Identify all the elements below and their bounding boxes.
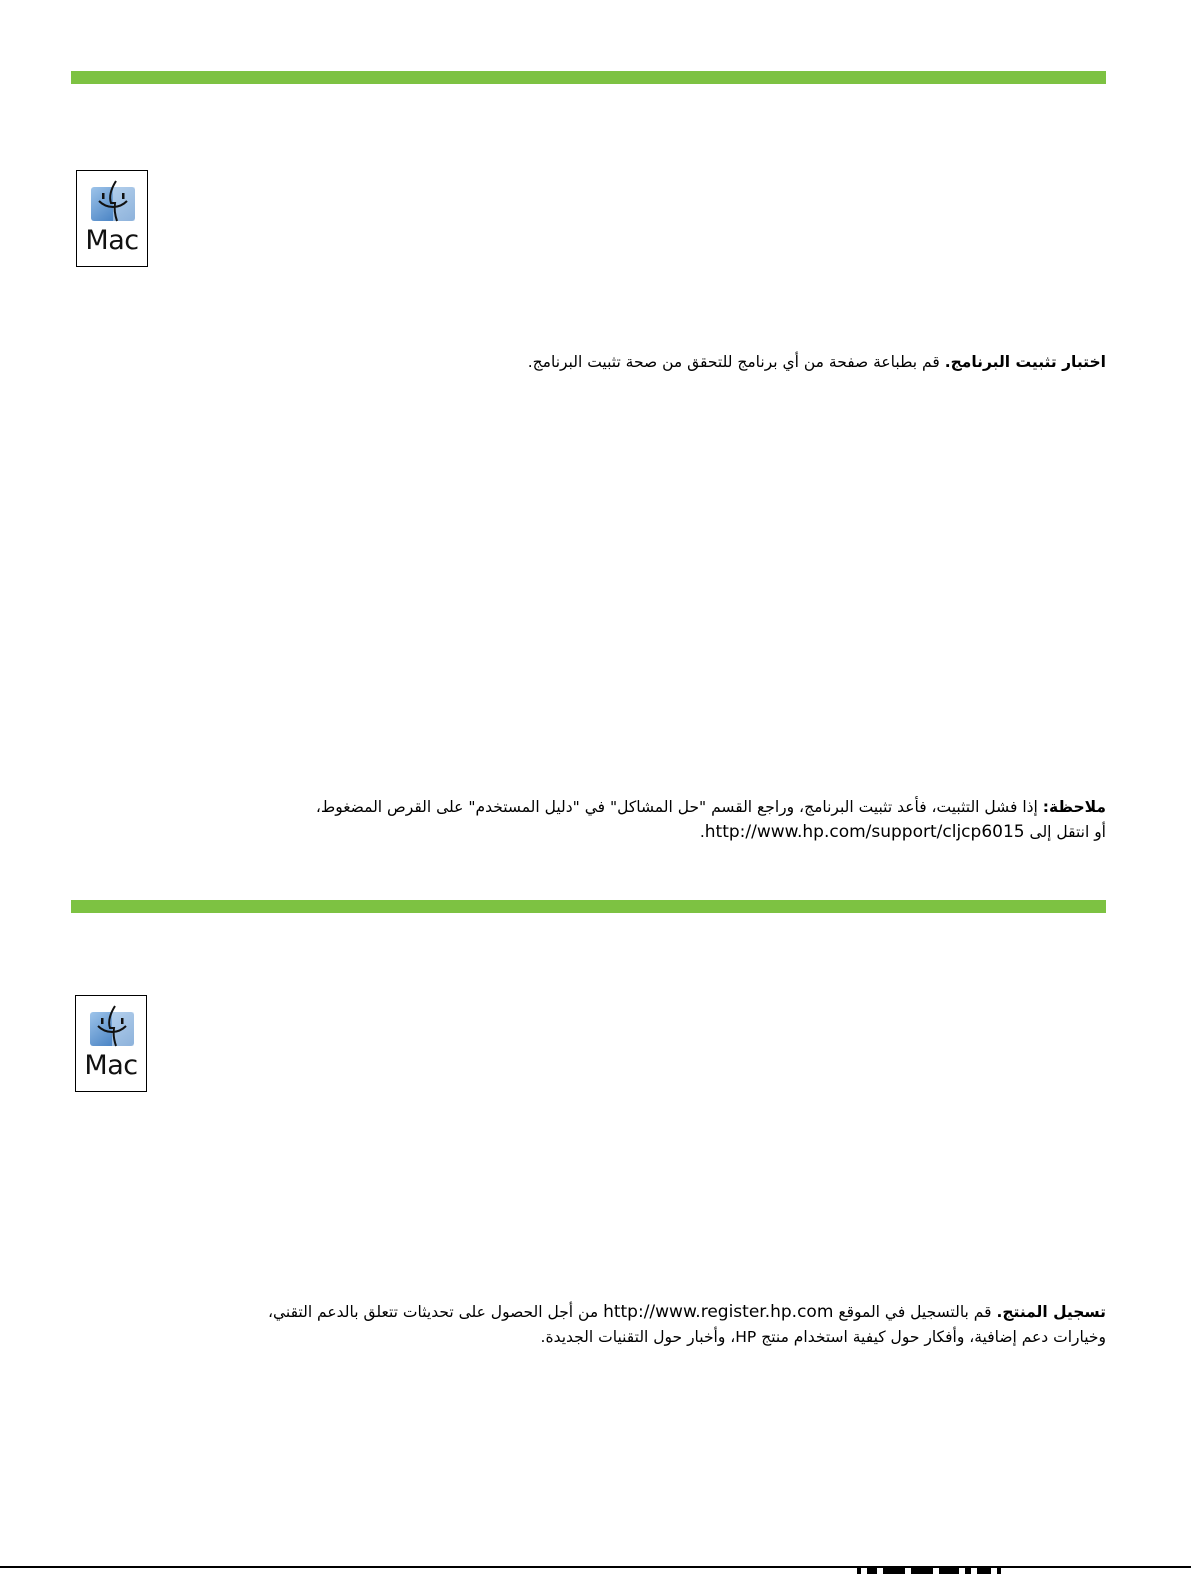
registration-body-2: من أجل الحصول على تحديثات تتعلق بالدعم التقني، [267, 1303, 604, 1321]
mac-finder-icon [88, 1004, 136, 1048]
register-url-link[interactable]: http://www.register.hp.com [603, 1302, 834, 1322]
section-divider-top [71, 71, 1106, 84]
note-body-1: إذا فشل التثبيت، فأعد تثبيت البرنامج، وراجع القسم "حل المشاكل" في "دليل المستخدم" على القرص المضغوط، [315, 798, 1043, 816]
registration-paragraph [246, 1300, 1106, 1350]
test-install-body: قم بطباعة صفحة من أي برنامج للتحقق من صحة تثبيت البرنامج. [527, 353, 945, 371]
registration-body-1: قم بالتسجيل في الموقع [833, 1303, 997, 1321]
section-divider-bottom [71, 900, 1106, 913]
mac-badge [75, 995, 147, 1092]
test-install-title: اختبار تثبيت البرنامج. [944, 353, 1106, 371]
mac-badge [76, 170, 148, 267]
registration-title: تسجيل المنتج. [996, 1303, 1106, 1321]
mac-label: Mac [84, 1050, 138, 1081]
footer-registration-marks [851, 1568, 1151, 1585]
note-body-2: أو انتقل إلى [1024, 823, 1106, 841]
note-title: ملاحظة: [1042, 798, 1106, 816]
mac-finder-icon [89, 179, 137, 223]
registration-body-3: وخيارات دعم إضافية، وأفكار حول كيفية استخدام منتج HP، وأخبار حول التقنيات الجديدة. [540, 1328, 1106, 1346]
note-paragraph [246, 795, 1106, 845]
mac-label: Mac [85, 225, 139, 256]
support-url-link[interactable]: http://www.hp.com/support/cljcp6015 [704, 822, 1025, 842]
test-install-paragraph [246, 350, 1106, 375]
note-end: . [699, 823, 705, 841]
